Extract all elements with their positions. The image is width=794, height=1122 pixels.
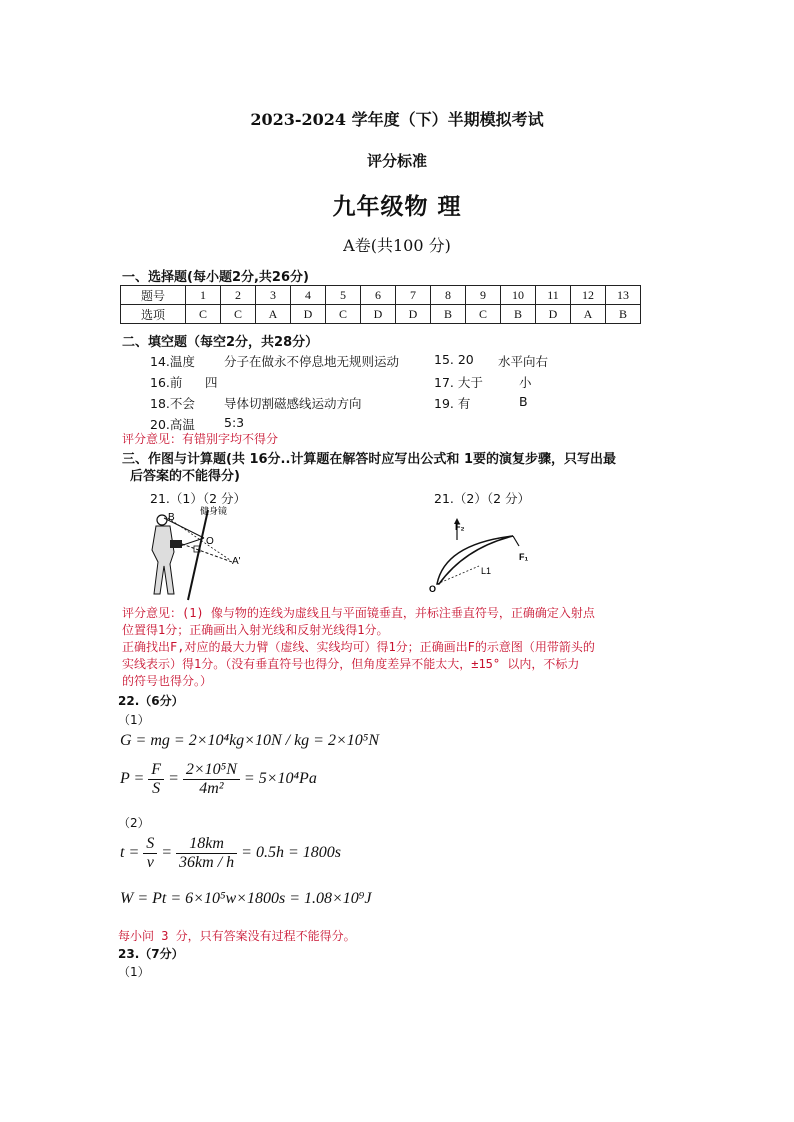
note-line: 评分意见：(1) 像与物的连线为虚线且与平面镜垂直，并标注垂直符号，正确确定入射点 xyxy=(122,606,595,620)
fill-item-20-num: 20.高温 xyxy=(150,417,195,432)
exam-subtitle: 评分标准 xyxy=(366,152,427,170)
t-lhs: t = xyxy=(120,844,140,861)
answer-table xyxy=(120,285,641,324)
label-f2: F₂ xyxy=(455,522,465,532)
p-eq: = xyxy=(168,770,179,787)
fill-item-16-answer: 四 xyxy=(205,375,218,390)
q23-heading: 23.（7分） xyxy=(118,947,184,961)
fill-item-20-answer: 5:3 xyxy=(224,415,245,430)
row-label: 选项 xyxy=(121,305,186,324)
answer-cell: D xyxy=(291,305,326,324)
answer-cell: D xyxy=(361,305,396,324)
question-number-cell: 6 xyxy=(361,286,396,305)
fill-item-17-num: 17. 大于 xyxy=(434,375,483,390)
t-fraction-sv xyxy=(143,835,157,872)
dumbbell xyxy=(170,540,182,548)
question-number-cell: 10 xyxy=(501,286,536,305)
section3-heading-line1: 三、作图与计算题(共 16分..计算题在解答时应写出公式和 1要的演复步骤，只写出最 xyxy=(122,452,617,467)
q22-part1-label: （1） xyxy=(118,713,150,727)
note-line: 的符号也得分。） xyxy=(122,674,213,688)
label-mirror: 健身镜 xyxy=(200,507,228,517)
label-a-prime: A' xyxy=(232,556,241,567)
answer-cell: D xyxy=(536,305,571,324)
p-fraction-num: F xyxy=(148,761,164,780)
fill-item-15-answer: 水平向右 xyxy=(498,354,549,369)
section2-grading-note: 评分意见：有错别字均不得分 xyxy=(122,432,279,446)
q22-pressure-formula xyxy=(120,756,317,802)
fill-item-18-num: 18.不会 xyxy=(150,396,195,411)
fill-item-19-answer: B xyxy=(519,394,528,409)
question-number-cell: 9 xyxy=(466,286,501,305)
fill-item-19-num: 19. 有 xyxy=(434,396,471,411)
mirror-diagram xyxy=(140,506,260,602)
note-line: 正确找出F,对应的最大力臂（虚线、实线均可）得1分；正确画出F的示意图（用带箭头的 xyxy=(122,640,595,654)
q22-heading: 22.（6分） xyxy=(118,694,184,708)
answer-cell: B xyxy=(501,305,536,324)
p-fraction-values xyxy=(183,761,240,798)
fill-item-14-num: 14.温度 xyxy=(150,354,195,369)
person-figure xyxy=(152,526,174,594)
table-row xyxy=(121,286,641,305)
answer-cell: B xyxy=(606,305,641,324)
q22-work-formula: W = Pt = 6×10⁵w×1800s = 1.08×10⁹J xyxy=(120,890,372,907)
label-o-pivot: O xyxy=(429,584,437,594)
grade-subject: 九年级物 理 xyxy=(332,193,462,220)
p-rhs: = 5×10⁴Pa xyxy=(243,770,317,787)
t-rhs: = 0.5h = 1800s xyxy=(241,844,341,861)
q22-part2-label: （2） xyxy=(118,816,150,830)
question-number-cell: 8 xyxy=(431,286,466,305)
label-b: B xyxy=(168,512,175,523)
t-eq: = xyxy=(161,844,173,861)
q22-gravity-formula: G = mg = 2×10⁴kg×10N / kg = 2×10⁵N xyxy=(120,732,380,749)
p-fraction-fs xyxy=(148,761,164,798)
fill-item-17-answer: 小 xyxy=(519,375,532,390)
t-value-num: 18km xyxy=(176,835,237,854)
label-l1: L1 xyxy=(481,566,492,576)
fill-item-14-answer: 分子在做永不停息地无规则运动 xyxy=(224,354,400,369)
fill-item-15-num: 15. 20 xyxy=(434,352,474,367)
question-number-cell: 3 xyxy=(256,286,291,305)
question-number-cell: 5 xyxy=(326,286,361,305)
p-value-num: 2×10⁵N xyxy=(183,761,240,780)
fill-item-18-answer: 导体切割磁感线运动方向 xyxy=(224,396,362,411)
question-number-cell: 1 xyxy=(186,286,221,305)
exam-title: 2023-2024 学年度（下）半期模拟考试 xyxy=(250,110,544,129)
p-fraction-den: S xyxy=(152,779,161,797)
question-number-cell: 4 xyxy=(291,286,326,305)
question-number-cell: 13 xyxy=(606,286,641,305)
p-lhs: P = xyxy=(120,770,145,787)
lever-arm xyxy=(437,536,513,584)
row-label: 题号 xyxy=(121,286,186,305)
label-o: O xyxy=(206,536,214,547)
t-fraction-values xyxy=(176,835,237,872)
lever-end xyxy=(513,536,519,546)
paper-label: A卷(共100 分) xyxy=(343,236,451,255)
answer-cell: A xyxy=(571,305,606,324)
note-line: 位置得1分；正确画出入射光线和反射光线得1分。 xyxy=(122,623,389,637)
section3-grading-note xyxy=(122,605,692,690)
q23-part1-label: （1） xyxy=(118,965,150,979)
label-f1: F₁ xyxy=(519,552,529,562)
person-head xyxy=(157,515,167,525)
section3-heading xyxy=(122,451,702,485)
question-number-cell: 2 xyxy=(221,286,256,305)
t-fraction-num: S xyxy=(143,835,157,854)
p-value-den: 4m² xyxy=(199,779,224,797)
answer-cell: A xyxy=(256,305,291,324)
question-number-cell: 12 xyxy=(571,286,606,305)
q22-time-formula xyxy=(120,830,341,876)
answer-cell: B xyxy=(431,305,466,324)
table-row xyxy=(121,305,641,324)
section3-heading-line2: 后答案的不能得分) xyxy=(130,469,240,484)
q22-grading-note: 每小问 3 分，只有答案没有过程不能得分。 xyxy=(118,929,356,943)
question-number-cell: 11 xyxy=(536,286,571,305)
answer-cell: C xyxy=(186,305,221,324)
section1-heading: 一、选择题(每小题2分,共26分) xyxy=(122,270,309,285)
note-line: 实线表示）得1分。（没有垂直符号也得分，但角度差异不能太大，±15° 以内，不标力 xyxy=(122,657,580,671)
section2-heading: 二、填空题（每空2分，共28分） xyxy=(122,335,319,350)
lever-diagram xyxy=(425,514,545,596)
mirror-line xyxy=(188,510,208,600)
question-number-cell: 7 xyxy=(396,286,431,305)
q21-part2-label: 21.（2）（2 分） xyxy=(434,491,531,506)
fill-item-16-num: 16.前 xyxy=(150,375,183,390)
answer-cell: C xyxy=(466,305,501,324)
t-fraction-den: v xyxy=(146,853,154,871)
answer-cell: C xyxy=(326,305,361,324)
answer-cell: D xyxy=(396,305,431,324)
q21-part1-label: 21.（1）（2 分） xyxy=(150,491,247,506)
answer-cell: C xyxy=(221,305,256,324)
t-value-den: 36km / h xyxy=(179,853,235,871)
